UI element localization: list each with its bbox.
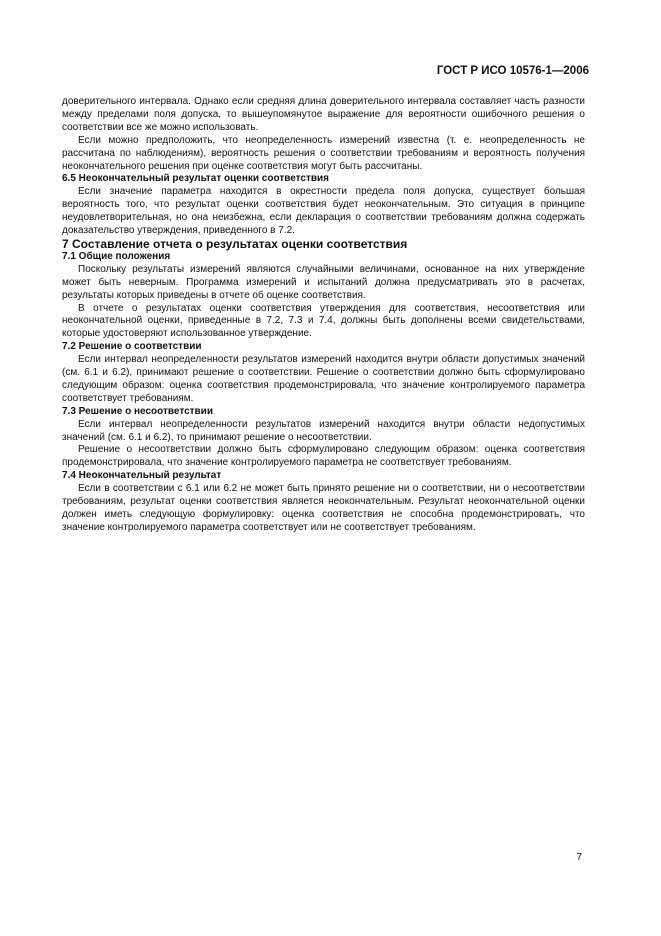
paragraph: Если можно предположить, что неопределенность измерений известна (т. е. неопределенность не рассчитана по наблюдениям), вероятность решения о соответствии требованиям и вероятность получения неокончательного решения при оценке соответствия могут быть рассчитаны. — [62, 134, 585, 172]
subsection-heading-7-4: 7.4 Неокончательный результат — [62, 470, 222, 482]
subsection-heading-7-3: 7.3 Решение о несоответствии — [62, 405, 213, 417]
paragraph: Если интервал неопределенности результатов измерений находится внутри области допустимых значений (см. 6.1 и 6.2), принимают решение о соответствии. Решение о соответствии должно быть сформулировано следующим образом: оценка соответствия продемонстрировала, что значение контролируемого параметра соответствует требованиям. — [62, 354, 585, 404]
page-body — [62, 96, 585, 535]
subsection-heading-7-1: 7.1 Общие положения — [62, 250, 171, 262]
subsection-heading-7-2: 7.2 Решение о соответствии — [62, 341, 202, 353]
paragraph: Решение о несоответствии должно быть сформулировано следующим образом: оценка соответствия продемонстрировала, что значение контролируемого параметра не соответствует требованиям. — [62, 444, 585, 469]
section-heading-7: 7 Составление отчета о результатах оценки соответствия — [62, 236, 408, 251]
paragraph: Поскольку результаты измерений являются случайными величинами, основанное на них утверждение может быть неверным. Программа измерений и испытаний должна предусматривать это в расчетах, результаты которых приведены в отчете об оценке соответствия. — [62, 263, 585, 301]
paragraph: В отчете о результатах оценки соответствия утверждения для соответствия, несоответствия или неокончательной оценки, приведенные в 7.2, 7.3 и 7.4, должны быть дополнены всеми свидетельствами, которые удостоверяют использованное утверждение. — [62, 302, 585, 340]
document-header: ГОСТ Р ИСО 10576-1—2006 — [436, 65, 589, 77]
paragraph: Если в соответствии с 6.1 или 6.2 не может быть принято решение ни о соответствии, ни о несоответствии требованиям, результат оценки соответствия является неокончательным. Результат неокончательной оценки должен иметь следующую формулировку: оценка соответствия не способна продемонстрировать, что значение контролируемого параметра соответствует или не соответствует требованиям. — [62, 483, 585, 533]
paragraph: Если значение параметра находится в окрестности предела поля допуска, существует большая вероятность того, что результат оценки соответствия будет неокончательным. Это ситуация в принципе неудовлетворительная, но она неизбежна, если декларация о соответствии требованиям должна содержать доказательство утверждения, приведенного в 7.2. — [62, 186, 585, 237]
paragraph: доверительного интервала. Однако если средняя длина доверительного интервала составляет часть разности между пределами поля допуска, то вышеупомянутое выражение для вероятности ошибочного решения о соответствии все же можно использовать. — [62, 96, 585, 133]
subsection-heading-6-5: 6.5 Неокончательный результат оценки соответствия — [62, 173, 330, 185]
page-number: 7 — [576, 852, 582, 863]
paragraph: Если интервал неопределенности результатов измерений находится внутри области недопустимых значений (см. 6.1 и 6.2), то принимают решение о несоответствии. — [62, 418, 585, 443]
